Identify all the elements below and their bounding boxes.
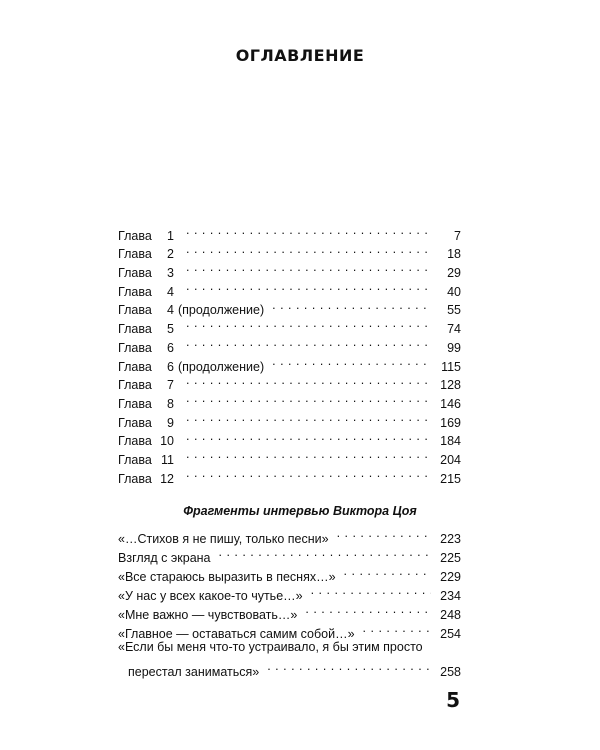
page-ref: 234 bbox=[440, 589, 461, 603]
chapter-word: Глава bbox=[118, 247, 152, 262]
fragment-title: «У нас у всех какое-то чутье…» bbox=[118, 589, 303, 603]
toc-row-continuation[interactable] bbox=[118, 657, 461, 679]
dot-leader bbox=[311, 581, 431, 600]
dot-leader bbox=[186, 277, 431, 296]
page-ref: 115 bbox=[441, 359, 461, 374]
page-ref: 99 bbox=[447, 340, 461, 355]
toc-row[interactable] bbox=[118, 221, 461, 243]
chapter-number: 9 bbox=[167, 415, 174, 430]
fragment-title: «Если бы меня что-то устраивало, я бы этим просто bbox=[118, 640, 423, 654]
toc-row[interactable] bbox=[118, 524, 461, 546]
dot-leader bbox=[186, 258, 431, 277]
fragment-title: «Все стараюсь выразить в песнях…» bbox=[118, 570, 336, 584]
chapter-number: 11 bbox=[161, 452, 174, 467]
chapter-word: Глава bbox=[118, 340, 152, 355]
page-ref: 128 bbox=[440, 378, 461, 393]
chapter-word: Глава bbox=[118, 452, 152, 467]
page-ref: 40 bbox=[447, 284, 461, 299]
page-ref: 18 bbox=[447, 247, 461, 262]
chapter-number: 3 bbox=[167, 266, 174, 281]
dot-leader bbox=[267, 657, 431, 676]
page-ref: 146 bbox=[440, 396, 461, 411]
chapter-word: Глава bbox=[118, 471, 152, 486]
chapter-word: Глава bbox=[118, 303, 152, 318]
dot-leader bbox=[186, 240, 431, 259]
page-ref: 169 bbox=[440, 415, 461, 430]
dot-leader bbox=[337, 524, 431, 543]
dot-leader bbox=[186, 333, 431, 352]
dot-leader bbox=[186, 427, 431, 446]
fragment-title: «…Стихов я не пишу, только песни» bbox=[118, 532, 329, 546]
chapter-number: 7 bbox=[167, 378, 174, 393]
chapter-word: Глава bbox=[118, 322, 152, 337]
chapter-word: Глава bbox=[118, 359, 152, 374]
fragments-heading: Фрагменты интервью Виктора Цоя bbox=[183, 504, 417, 518]
dot-leader bbox=[186, 445, 431, 464]
page-title: ОГЛАВЛЕНИЕ bbox=[235, 46, 365, 65]
chapter-suffix: (продолжение) bbox=[178, 359, 265, 374]
fragment-title: Взгляд с экрана bbox=[118, 551, 211, 565]
chapter-number: 6 bbox=[167, 340, 174, 355]
fragment-title-continuation: перестал заниматься» bbox=[128, 665, 260, 679]
page-ref: 258 bbox=[440, 665, 461, 679]
page-ref: 29 bbox=[447, 266, 461, 281]
dot-leader bbox=[219, 543, 431, 562]
dot-leader bbox=[344, 562, 431, 581]
chapter-word: Глава bbox=[118, 266, 152, 281]
page-ref: 184 bbox=[440, 434, 461, 449]
page-ref: 74 bbox=[447, 322, 461, 337]
chapter-word: Глава bbox=[118, 415, 152, 430]
chapter-number: 4 bbox=[167, 284, 174, 299]
chapter-word: Глава bbox=[118, 396, 152, 411]
page-ref: 248 bbox=[440, 608, 461, 622]
chapter-word: Глава bbox=[118, 434, 152, 449]
chapter-number: 10 bbox=[160, 434, 174, 449]
dot-leader bbox=[305, 600, 431, 619]
chapter-suffix: (продолжение) bbox=[178, 303, 265, 318]
page-ref: 7 bbox=[454, 228, 461, 243]
page-ref: 225 bbox=[440, 551, 461, 565]
page-number: 5 bbox=[446, 688, 460, 712]
dot-leader bbox=[363, 619, 431, 638]
chapter-number: 12 bbox=[160, 471, 174, 486]
page-ref: 204 bbox=[440, 452, 461, 467]
dot-leader bbox=[186, 389, 431, 408]
page-ref: 55 bbox=[447, 303, 461, 318]
dot-leader bbox=[186, 464, 431, 483]
fragment-title: «Главное — оставаться самим собой…» bbox=[118, 627, 355, 641]
fragment-list bbox=[118, 524, 461, 679]
fragment-title: «Мне важно — чувствовать…» bbox=[118, 608, 298, 622]
chapter-number: 6 bbox=[167, 359, 174, 374]
page-ref: 229 bbox=[440, 570, 461, 584]
chapter-word: Глава bbox=[118, 284, 152, 299]
toc-row-first-line[interactable] bbox=[118, 638, 461, 657]
chapter-word: Глава bbox=[118, 228, 152, 243]
chapter-number: 8 bbox=[167, 396, 174, 411]
page-ref: 223 bbox=[440, 532, 461, 546]
dot-leader bbox=[272, 296, 431, 315]
chapter-number: 2 bbox=[167, 247, 174, 262]
dot-leader bbox=[186, 221, 431, 240]
chapter-number: 5 bbox=[167, 322, 174, 337]
chapter-word: Глава bbox=[118, 378, 152, 393]
dot-leader bbox=[186, 408, 431, 427]
chapter-number: 4 bbox=[167, 303, 174, 318]
dot-leader bbox=[186, 371, 431, 390]
page-ref: 215 bbox=[440, 471, 461, 486]
chapter-list bbox=[118, 221, 461, 486]
dot-leader bbox=[272, 352, 431, 371]
chapter-number: 1 bbox=[167, 228, 174, 243]
page-ref: 254 bbox=[440, 627, 461, 641]
dot-leader bbox=[186, 314, 431, 333]
